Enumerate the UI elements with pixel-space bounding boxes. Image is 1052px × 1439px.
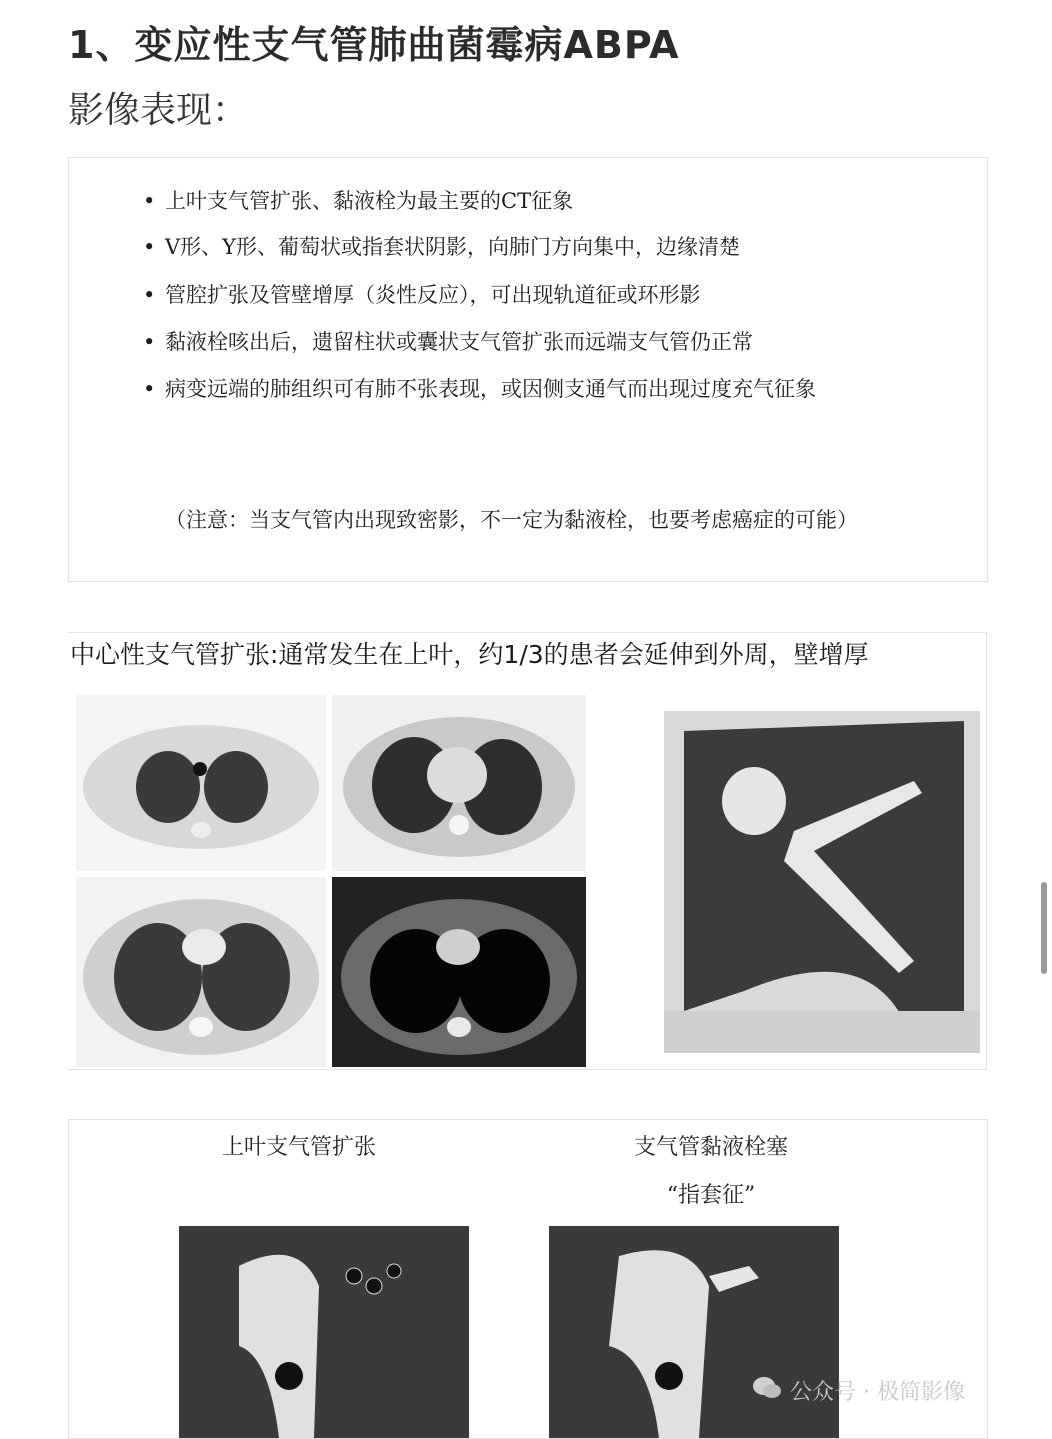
- ct-image-axial-4: [332, 877, 586, 1067]
- ct-image-mucoid-impaction: [549, 1226, 839, 1438]
- watermark: 公众号 · 极简影像: [790, 1380, 965, 1405]
- bullet-text: 上叶支气管扩张、黏液栓为最主要的CT征象: [165, 189, 574, 213]
- wechat-icon: [752, 1376, 782, 1400]
- ct-image-axial-1: [76, 695, 326, 871]
- bullet-dot: •: [143, 235, 156, 259]
- note-text: （注意：当支气管内出现致密影，不一定为黏液栓，也要考虑癌症的可能）: [165, 508, 858, 532]
- bullet-dot: •: [143, 283, 156, 307]
- page-subtitle: 影像表现：: [68, 90, 249, 131]
- findings-box: [68, 157, 988, 582]
- bullet-item: [143, 372, 885, 406]
- bullet-dot: •: [143, 330, 156, 354]
- bullet-item: [143, 325, 885, 359]
- scrollbar[interactable]: [1041, 882, 1047, 974]
- label-finger-in-glove-sign: “指套征”: [666, 1183, 756, 1208]
- label-mucoid-impaction: 支气管黏液栓塞: [633, 1135, 788, 1160]
- ct-image-axial-3: [76, 877, 326, 1067]
- label-upper-lobe-bronchiectasis: 上叶支气管扩张: [221, 1135, 376, 1160]
- ct-image-bronchiectasis: [179, 1226, 469, 1438]
- bullet-dot: •: [143, 189, 156, 213]
- ct-figure-box: [68, 632, 987, 1070]
- bullet-text: 病变远端的肺组织可有肺不张表现，或因侧支通气而出现过度充气征象: [165, 377, 816, 401]
- bullet-item: [143, 230, 885, 264]
- bullet-item: [143, 184, 885, 218]
- bullet-dot: •: [143, 377, 156, 401]
- bullet-text: 黏液栓咳出后，遗留柱状或囊状支气管扩张而远端支气管仍正常: [165, 330, 753, 354]
- ct-image-axial-2: [332, 695, 586, 871]
- bullet-item: [143, 278, 885, 312]
- bullet-text: V形、Y形、葡萄状或指套状阴影，向肺门方向集中，边缘清楚: [165, 235, 741, 259]
- bullet-text: 管腔扩张及管壁增厚（炎性反应），可出现轨道征或环形影: [165, 283, 701, 307]
- page-title: 1、变应性支气管肺曲菌霉病ABPA: [68, 23, 680, 67]
- figure-caption: 中心性支气管扩张:通常发生在上叶，约1/3的患者会延伸到外周，壁增厚: [70, 640, 869, 669]
- ct-image-coronal: [664, 711, 980, 1053]
